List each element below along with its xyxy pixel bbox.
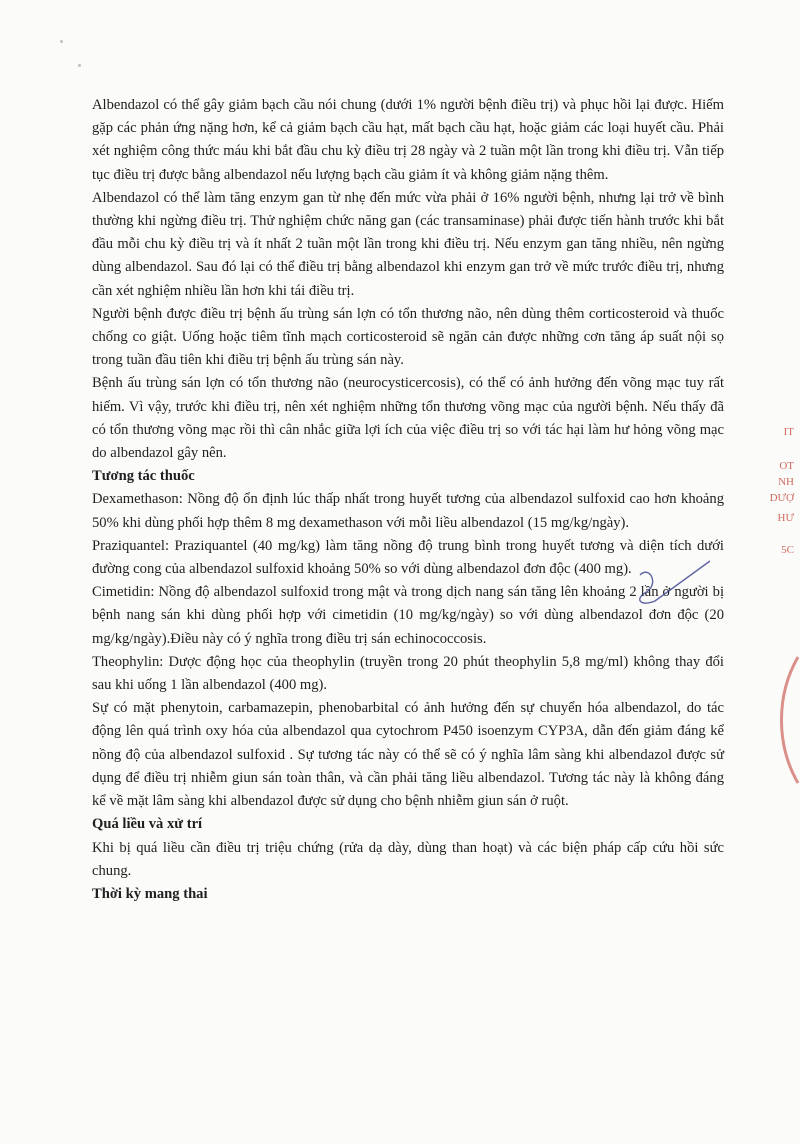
stamp-fragment: NH <box>778 476 794 488</box>
paragraph-praziquantel: Praziquantel: Praziquantel (40 mg/kg) làm tăng nồng độ trung bình trong huyết tương và diện tích dưới đường cong của albendazol sulfoxid khoảng 50% so với dùng albendazol đơn độc (400 mg). <box>92 537 724 578</box>
stamp-fragment: HƯ <box>777 512 794 524</box>
paragraph-retina: Bệnh ấu trùng sán lợn có tổn thương não (neurocysticercosis), có thể có ảnh hưởng đến võng mạc tuy rất hiếm. Vì vậy, trước khi điều trị, nên xét nghiệm những tổn thương võng mạc của người bệnh. Nếu thấy đã có tổn thương võng mạc rồi thì cân nhắc giữa lợi ích của việc điều trị so với tác hại làm hư hỏng võng mạc do albendazol gây nên. <box>92 375 724 462</box>
stamp-fragment: IT <box>783 426 794 438</box>
paragraph-dexamethason: Dexamethason: Nồng độ ổn định lúc thấp nhất trong huyết tương của albendazol sulfoxid cao hơn khoảng 50% khi dùng phối hợp thêm 8 mg dexamethason với mỗi liều albendazol (15 mg/kg/ngày). <box>92 491 724 531</box>
document-body <box>92 94 724 906</box>
paragraph-cysticercosis-treatment: Người bệnh được điều trị bệnh ấu trùng sán lợn có tổn thương não, nên dùng thêm corticosteroid và thuốc chống co giật. Uống hoặc tiêm tĩnh mạch corticosteroid sẽ ngăn cản được những cơn tăng áp suất nội sọ trong tuần đầu tiên khi điều trị bệnh ấu trùng sán này. <box>92 305 724 369</box>
scan-speck <box>78 64 81 67</box>
section-heading-overdose: Quá liều và xử trí <box>92 816 203 833</box>
paragraph-enzyme-inducers: Sự có mặt phenytoin, carbamazepin, phenobarbital có ảnh hưởng đến sự chuyển hóa albendazol, do tác động lên quá trình oxy hóa của albendazol qua cytochrom P450 isoenzym CYP3A, dẫn đến giảm đáng kể nồng độ của albendazol sulfoxid . Sự tương tác này có thể sẽ có ý nghĩa lâm sàng khi albendazol được sử dụng để điều trị nhiễm giun sán toàn thân, và cần phải tăng liều albendazol. Tương tác này là không đáng kể về mặt lâm sàng khi albendazol được sử dụng cho bệnh nhiễm giun sán ở ruột. <box>92 700 724 810</box>
section-heading-interactions: Tương tác thuốc <box>92 468 195 485</box>
stamp-fragment: DƯỢ <box>769 492 794 504</box>
paragraph-leukopenia: Albendazol có thể gây giảm bạch cầu nói chung (dưới 1% người bệnh điều trị) và phục hồi lại được. Hiếm gặp các phản ứng nặng hơn, kể cả giảm bạch cầu hạt, mất bạch cầu hạt, hoặc giảm các loại huyết cầu. Phải xét nghiệm công thức máu khi bắt đầu chu kỳ điều trị 28 ngày và 2 tuần một lần trong khi điều trị. Vẫn tiếp tục điều trị được bằng albendazol nếu lượng bạch cầu giảm ít và không giảm nặng thêm. <box>92 97 724 183</box>
paragraph-overdose: Khi bị quá liều cần điều trị triệu chứng (rửa dạ dày, dùng than hoạt) và các biện pháp cấp cứu hồi sức chung. <box>92 839 724 879</box>
paragraph-cimetidin: Cimetidin: Nồng độ albendazol sulfoxid trong mật và trong dịch nang sán tăng lên khoảng 2 lần ở người bị bệnh nang sán khi dùng phối hợp với cimetidin (10 mg/kg/ngày) so với dùng albendazol đơn độc (20 mg/kg/ngày).Điều này có ý nghĩa trong điều trị sán echinococcosis. <box>92 584 724 647</box>
paragraph-theophylin: Theophylin: Dược động học của theophylin (truyền trong 20 phút theophylin 5,8 mg/ml) không thay đổi sau khi uống 1 lần albendazol (400 mg). <box>92 653 724 694</box>
section-heading-pregnancy: Thời kỳ mang thai <box>92 885 208 902</box>
signature-mark <box>610 555 720 615</box>
scan-speck <box>60 40 63 43</box>
stamp-arc <box>770 655 800 785</box>
stamp-fragment: 5C <box>781 544 794 556</box>
paragraph-liver-enzymes: Albendazol có thể làm tăng enzym gan từ nhẹ đến mức vừa phải ở 16% người bệnh, nhưng lại trở về bình thường khi ngừng điều trị. Thử nghiệm chức năng gan (các transaminase) phải được tiến hành trước khi bắt đầu mỗi chu kỳ điều trị và ít nhất 2 tuần một lần trong khi điều trị. Nếu enzym gan tăng nhiều, nên ngừng dùng albendazol. Sau đó lại có thể điều trị bằng albendazol khi enzym gan trở về mức trước điều trị, nhưng cần xét nghiệm nhiều lần hơn khi tái điều trị. <box>92 189 724 299</box>
stamp-fragment: OT <box>779 460 794 472</box>
